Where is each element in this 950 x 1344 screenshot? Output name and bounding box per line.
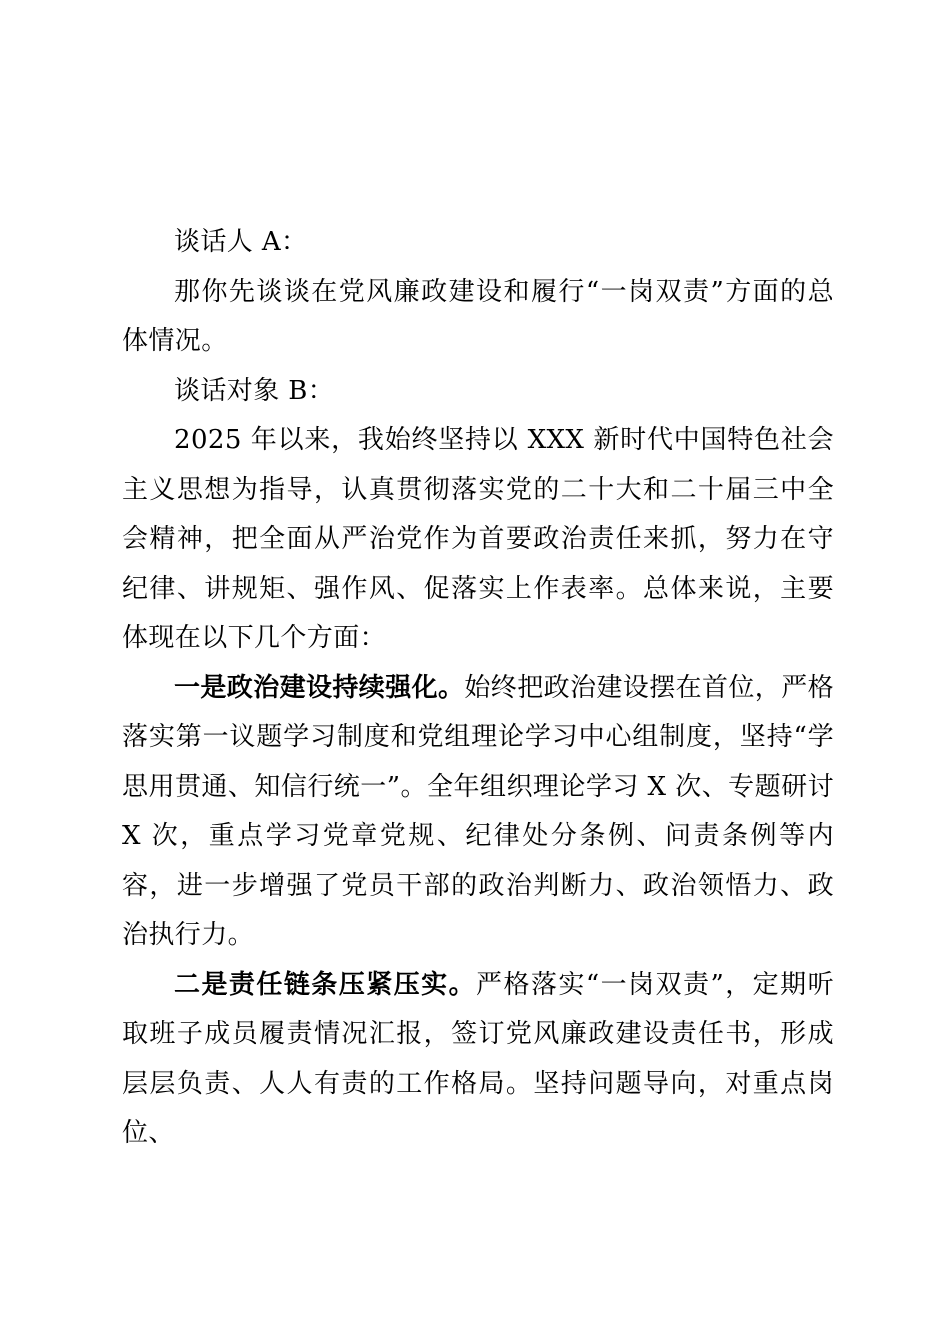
paragraph-text: 那你先谈谈在党风廉政建设和履行“一岗双责”方面的总体情况。 — [122, 276, 834, 356]
paragraph-speaker-b — [122, 367, 834, 417]
paragraph-point-1 — [122, 664, 834, 961]
paragraph-speaker-a — [122, 218, 834, 268]
paragraph-lead: 二是责任链条压紧压实。 — [174, 969, 477, 1000]
paragraph-question — [122, 268, 834, 367]
paragraph-point-2 — [122, 961, 834, 1159]
paragraph-text: 始终把政治建设摆在首位，严格落实第一议题学习制度和党组理论学习中心组制度，坚持“学思用贯通、知信行统一”。全年组织理论学习 X 次、专题研讨 X 次，重点学习党章党规、纪律处分条例、问责条例等内容，进一步增强了党员干部的政治判断力、政治领悟力、政治执行力。 — [122, 672, 835, 950]
paragraph-text: 谈话人 A： — [174, 227, 308, 257]
document-page — [122, 218, 834, 1159]
paragraph-intro — [122, 416, 834, 664]
paragraph-text: 谈话对象 B： — [174, 375, 335, 406]
paragraph-text: 2025 年以来，我始终坚持以 XXX 新时代中国特色社会主义思想为指导，认真贯彻落实党的二十大和二十届三中全会精神，把全面从严治党作为首要政治责任来抓，努力在守纪律、讲规矩、强作风、促落实上作表率。总体来说，主要体现在以下几个方面： — [122, 425, 834, 653]
paragraph-lead: 一是政治建设持续强化。 — [174, 672, 465, 703]
paragraph-text: 严格落实“一岗双责”，定期听取班子成员履责情况汇报，签订党风廉政建设责任书，形成层层负责、人人有责的工作格局。坚持问题导向，对重点岗位、 — [122, 969, 834, 1148]
